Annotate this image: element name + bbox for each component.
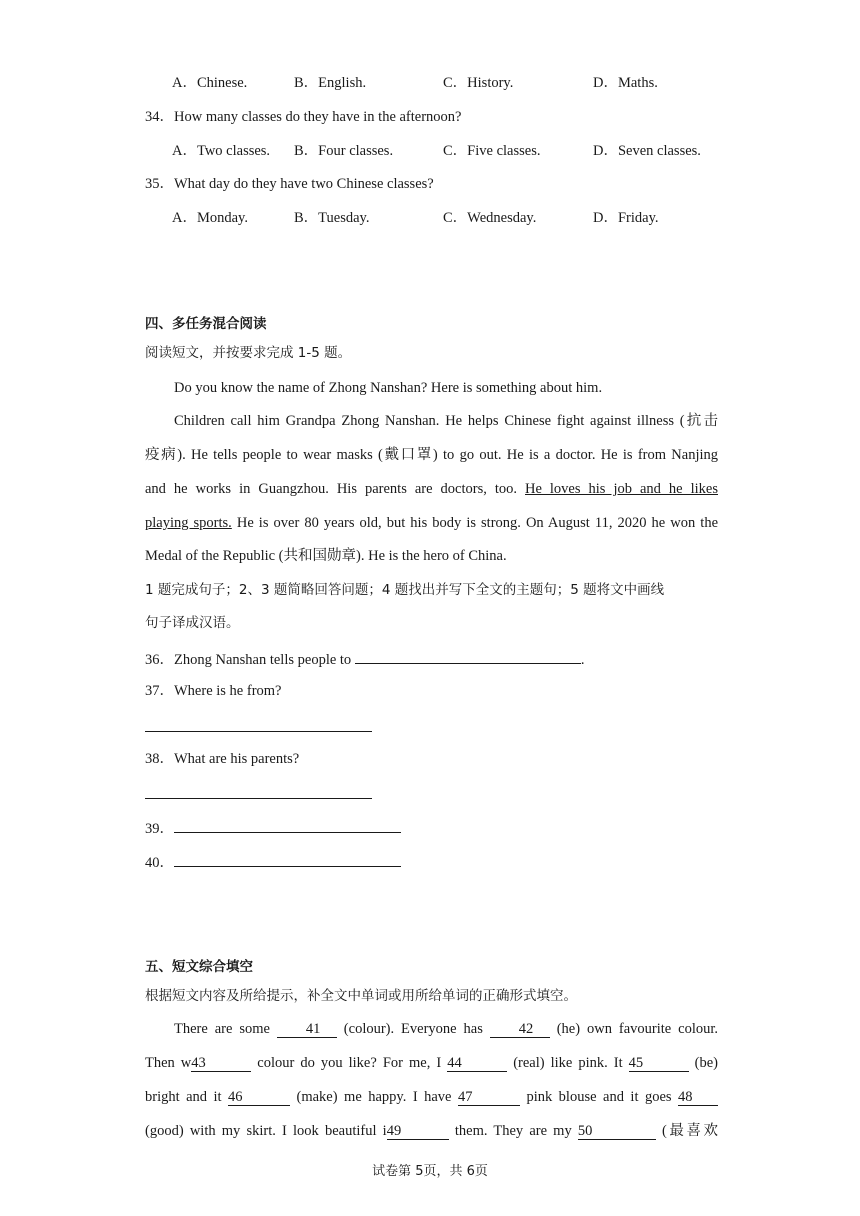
cloze-blank-47[interactable]: 47 (458, 1089, 520, 1106)
answer-blank-39[interactable] (174, 817, 401, 833)
passage-text: and he works in Guangzhou. His parents are doctors, too. (145, 481, 525, 497)
cloze-text: (be) (688, 1055, 719, 1071)
cloze-blank-41[interactable]: 41 (277, 1021, 337, 1038)
option-b: B．Tuesday. (294, 210, 370, 226)
question-39 (145, 817, 401, 839)
question-39-number: 39． (145, 821, 174, 837)
cloze-text: bright and it (145, 1089, 229, 1105)
cloze-text: them. They are my (448, 1123, 578, 1139)
section-4-instruction: 阅读短文，并按要求完成 1-5 题。 (145, 345, 352, 361)
cloze-text: (he) own favourite colour. (549, 1021, 718, 1037)
q33-options (172, 73, 772, 93)
underlined-sentence: playing sports. (145, 515, 232, 531)
answer-line-37[interactable] (145, 731, 372, 732)
cloze-blank-45[interactable]: 45 (629, 1055, 689, 1072)
cloze-blank-44[interactable]: 44 (447, 1055, 507, 1072)
passage-text: He is over 80 years old, but his body is strong. On August 11, 2020 he won the (231, 515, 719, 531)
cloze-blank-43[interactable]: 43 (191, 1055, 251, 1072)
option-a: A．Monday. (172, 210, 248, 226)
passage-paragraph-1: Do you know the name of Zhong Nanshan? Here is something about him. (174, 380, 603, 396)
section-4-heading: 四、多任务混合阅读 (145, 316, 267, 332)
question-38: 38．What are his parents? (145, 751, 300, 767)
section-5-heading: 五、短文综合填空 (145, 959, 253, 975)
task-instruction: 句子译成汉语。 (145, 615, 240, 631)
question-34: 34．How many classes do they have in the afternoon? (145, 109, 462, 125)
underlined-sentence: He loves his job and he likes (525, 481, 718, 497)
question-36-end: . (580, 652, 585, 668)
option-d: D．Friday. (593, 210, 659, 226)
cloze-blank-48[interactable]: 48 (678, 1089, 718, 1106)
answer-blank-40[interactable] (174, 851, 401, 867)
question-35: 35．What day do they have two Chinese classes? (145, 176, 434, 192)
cloze-blank-49[interactable]: 49 (387, 1123, 449, 1140)
passage-line: 疫病). He tells people to wear masks (戴口罩) to go out. He is a doctor. He is from Nanjing (145, 447, 718, 463)
passage-line (145, 513, 718, 533)
q35-options (172, 208, 772, 228)
passage-line: Medal of the Republic (共和国勋章). He is the hero of China. (145, 548, 507, 564)
section-5-instruction: 根据短文内容及所给提示，补全文中单词或用所给单词的正确形式填空。 (145, 988, 577, 1004)
cloze-blank-46[interactable]: 46 (228, 1089, 290, 1106)
question-36 (145, 648, 584, 670)
passage-line (145, 479, 718, 499)
question-40 (145, 851, 401, 873)
option-c: C．History. (443, 75, 514, 91)
passage-line: Children call him Grandpa Zhong Nanshan. He helps Chinese fight against illness (抗击 (174, 413, 718, 429)
option-d: D．Seven classes. (593, 143, 701, 159)
cloze-text: (real) like pink. It (507, 1055, 629, 1071)
cloze-text: Then w (145, 1055, 192, 1071)
option-a: A．Two classes. (172, 143, 271, 159)
cloze-line (145, 1121, 718, 1141)
option-b: B．English. (294, 75, 367, 91)
option-b: B．Four classes. (294, 143, 394, 159)
cloze-line (145, 1053, 718, 1073)
question-40-number: 40． (145, 855, 174, 871)
option-a: A．Chinese. (172, 75, 248, 91)
cloze-text: pink blouse and it goes (519, 1089, 678, 1105)
cloze-text: (最喜欢 (655, 1123, 718, 1139)
option-d: D．Maths. (593, 75, 658, 91)
option-c: C．Wednesday. (443, 210, 537, 226)
question-37: 37．Where is he from? (145, 683, 282, 699)
cloze-text: (good) with my skirt. I look beautiful i (145, 1123, 387, 1139)
cloze-line (145, 1019, 718, 1039)
answer-blank-36[interactable] (355, 648, 581, 664)
cloze-text: (colour). Everyone has (336, 1021, 490, 1037)
cloze-text: (make) me happy. I have (290, 1089, 458, 1105)
cloze-blank-50[interactable]: 50 (578, 1123, 656, 1140)
page-footer: 试卷第 5页，共 6页 (372, 1164, 488, 1179)
task-instruction: 1 题完成句子；2、3 题简略回答问题；4 题找出并写下全文的主题句；5 题将文中画线 (145, 582, 665, 598)
answer-line-38[interactable] (145, 798, 372, 799)
question-36-text: 36．Zhong Nanshan tells people to (145, 652, 355, 668)
cloze-text: There are some (174, 1021, 277, 1037)
q34-options (172, 141, 772, 161)
cloze-line (145, 1087, 718, 1107)
cloze-blank-42[interactable]: 42 (490, 1021, 550, 1038)
option-c: C．Five classes. (443, 143, 541, 159)
cloze-text: colour do you like? For me, I (251, 1055, 448, 1071)
